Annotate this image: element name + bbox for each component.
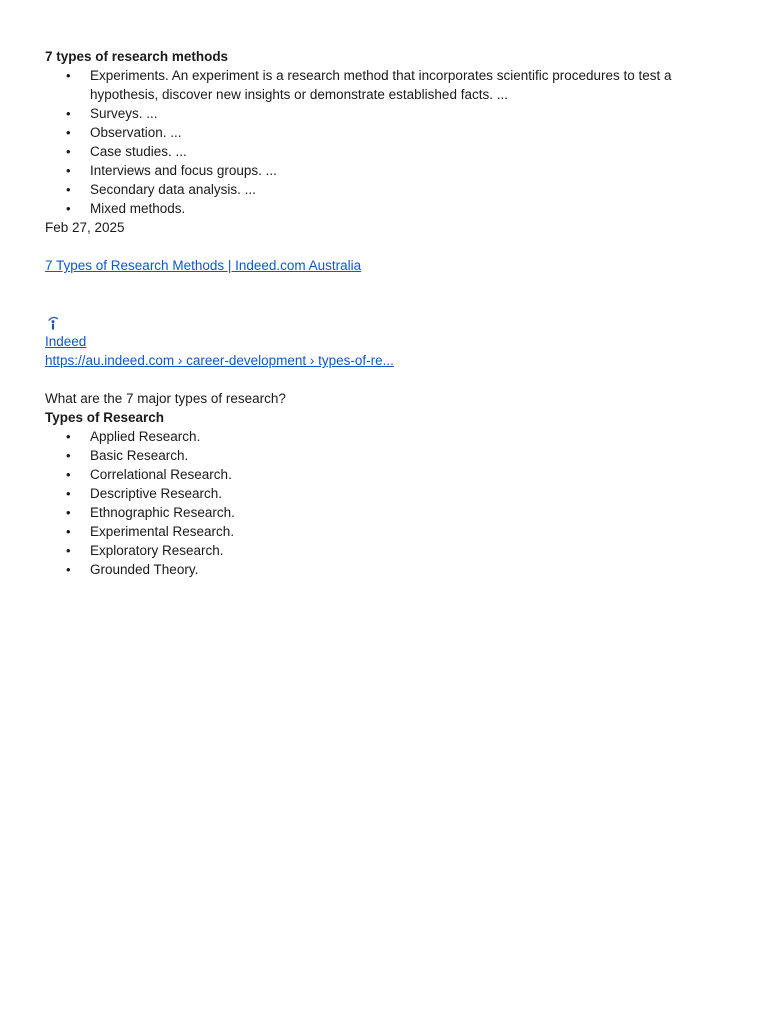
source-icon-row — [45, 313, 723, 332]
list-item: • Ethnographic Research. — [45, 503, 723, 522]
section-heading-types: Types of Research — [45, 410, 165, 425]
list-item: • Secondary data analysis. ... — [45, 180, 723, 199]
spacer — [45, 370, 723, 389]
indeed-favicon-icon[interactable] — [47, 316, 59, 330]
related-question: What are the 7 major types of research? — [45, 391, 286, 406]
list-item: • Applied Research. — [45, 427, 723, 446]
section-heading-methods: 7 types of research methods — [45, 49, 229, 64]
list-item: • Experiments. An experiment is a research method that incorporates scientific procedures to test a hypothesis, discover new insights or demonstrate established facts. ... — [45, 66, 723, 104]
list-item: • Surveys. ... — [45, 104, 723, 123]
list-item: • Observation. ... — [45, 123, 723, 142]
spacer — [45, 237, 723, 256]
types-list — [45, 427, 723, 579]
list-item: • Correlational Research. — [45, 465, 723, 484]
list-item: • Interviews and focus groups. ... — [45, 161, 723, 180]
methods-list — [45, 66, 723, 218]
spacer — [45, 275, 723, 313]
list-item: • Grounded Theory. — [45, 560, 723, 579]
source-name-link[interactable]: Indeed — [45, 334, 87, 349]
result-title-link[interactable]: 7 Types of Research Methods | Indeed.com Australia — [45, 258, 362, 273]
list-item: • Experimental Research. — [45, 522, 723, 541]
list-item: • Descriptive Research. — [45, 484, 723, 503]
list-item: • Mixed methods. — [45, 199, 723, 218]
list-item: • Exploratory Research. — [45, 541, 723, 560]
snippet-date: Feb 27, 2025 — [45, 220, 125, 235]
source-url-link[interactable]: https://au.indeed.com › career-development › types-of-re... — [45, 353, 394, 368]
list-item: • Case studies. ... — [45, 142, 723, 161]
list-item: • Basic Research. — [45, 446, 723, 465]
